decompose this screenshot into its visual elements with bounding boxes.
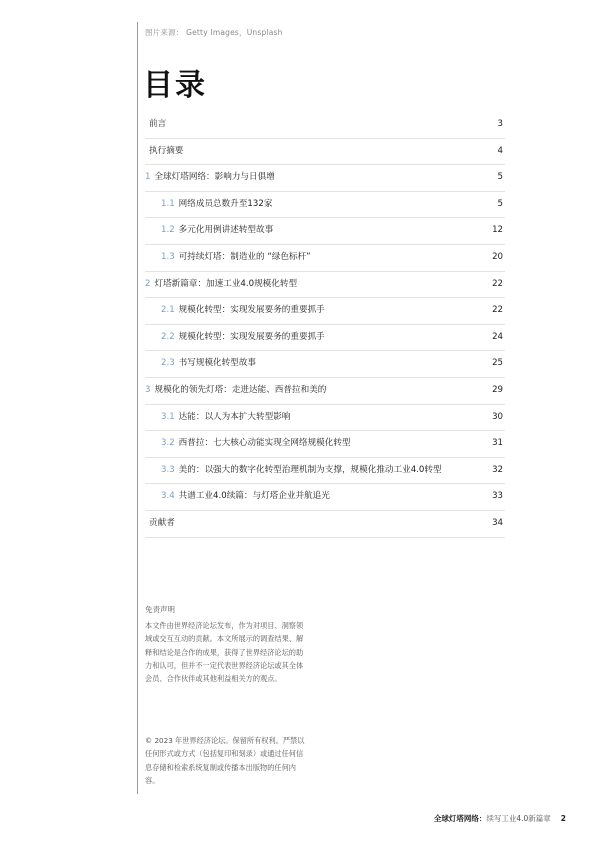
toc-item-number: 1.1 [161,198,175,209]
toc-item-number: 2 [145,278,151,289]
disclaimer-text: 本文件由世界经济论坛发布，作为对项目、洞察领域或交互互动的贡献。本文所展示的调查结果、解释和结论是合作的成果，获得了世界经济论坛的助力和认可，但并不一定代表世界经济论坛或其全体会员、合作伙伴或其他利益相关方的观点。 [145,621,304,684]
toc-subitem[interactable] [145,431,505,458]
toc-item-page: 29 [492,384,503,395]
toc-subitem[interactable] [145,245,505,272]
toc-item[interactable] [145,139,505,166]
toc-item-label: 达能：以人为本扩大转型影响 [178,411,291,422]
toc-item-label: 规模化的领先灯塔：走进达能、西普拉和美的 [154,384,327,395]
toc-item-label: 灯塔新篇章：加速工业4.0规模化转型 [154,278,298,289]
toc-item-number: 1.2 [161,225,175,236]
toc-item-number: 1 [145,172,151,183]
toc-item-page: 5 [497,172,503,183]
toc-item-number: 3.1 [161,411,175,422]
photo-credit: 图片来源： Getty Images，Unsplash [145,28,283,37]
toc-item-page: 30 [492,411,503,422]
toc-subitem[interactable] [145,484,505,511]
toc-subitem[interactable] [145,192,505,219]
toc-item-label: 多元化用例讲述转型故事 [178,225,274,236]
toc-item-number: 2.1 [161,305,175,316]
toc-subitem[interactable] [145,458,505,485]
toc-item-page: 32 [492,464,503,475]
toc-item-label: 执行摘要 [149,145,184,156]
margin-rule [137,22,138,794]
toc-item-page: 22 [492,305,503,316]
toc-item-label: 共谱工业4.0续篇：与灯塔企业并航追光 [178,491,330,502]
page-footer [434,813,566,824]
toc-item-label: 可持续灯塔：制造业的 “绿色标杆” [178,251,311,262]
toc-item-number: 3 [145,384,151,395]
toc-item[interactable] [145,511,505,538]
toc-item-page: 24 [492,331,503,342]
toc-item[interactable] [145,165,505,192]
toc-item-page: 25 [492,358,503,369]
toc-item-page: 12 [492,225,503,236]
toc-item-page: 34 [492,517,503,528]
toc-subitem[interactable] [145,351,505,378]
toc-item[interactable] [145,272,505,299]
toc-item-page: 3 [497,119,503,129]
footer-subtitle: 续写工业4.0新篇章 [486,814,551,823]
toc-item-label: 网络成员总数升至132家 [178,198,273,209]
toc-item-label: 前言 [149,119,167,129]
toc-item-page: 33 [492,491,503,502]
disclaimer-title: 免责声明 [145,605,175,614]
copyright-text: © 2023 年世界经济论坛。保留所有权利。严禁以任何形式或方式（包括复印和刻录）或通过任何信息存储和检索系统复制或传播本出版物的任何内容。 [145,736,305,785]
toc-item-number: 3.4 [161,491,175,502]
toc-item-number: 2.2 [161,331,175,342]
toc-subitem[interactable] [145,325,505,352]
toc-item-page: 31 [492,438,503,449]
page-number: 2 [560,814,566,823]
toc-item-label: 西普拉：七大核心动能实现全网络规模化转型 [178,438,351,449]
toc-item-number: 3.2 [161,438,175,449]
toc-item-page: 5 [497,198,503,209]
table-of-contents [145,112,505,538]
toc-item-page: 20 [492,251,503,262]
toc-subitem[interactable] [145,298,505,325]
toc-item-number: 1.3 [161,251,175,262]
page-title: 目录 [143,68,207,103]
toc-item-label: 规模化转型：实现发展要务的重要抓手 [178,305,325,316]
toc-item[interactable] [145,112,505,139]
toc-item-label: 全球灯塔网络：影响力与日俱增 [154,172,275,183]
toc-item-label: 规模化转型：实现发展要务的重要抓手 [178,331,325,342]
toc-subitem[interactable] [145,405,505,432]
toc-subitem[interactable] [145,218,505,245]
toc-item-page: 4 [497,145,503,156]
toc-item-label: 贡献者 [149,517,175,528]
toc-item[interactable] [145,378,505,405]
toc-item-page: 22 [492,278,503,289]
toc-item-number: 3.3 [161,464,175,475]
footer-title: 全球灯塔网络： [433,814,487,823]
toc-item-label: 书写规模化转型故事 [178,358,257,369]
toc-item-number: 2.3 [161,358,175,369]
toc-item-label: 美的：以强大的数字化转型治理机制为支撑，规模化推动工业4.0转型 [178,464,442,475]
